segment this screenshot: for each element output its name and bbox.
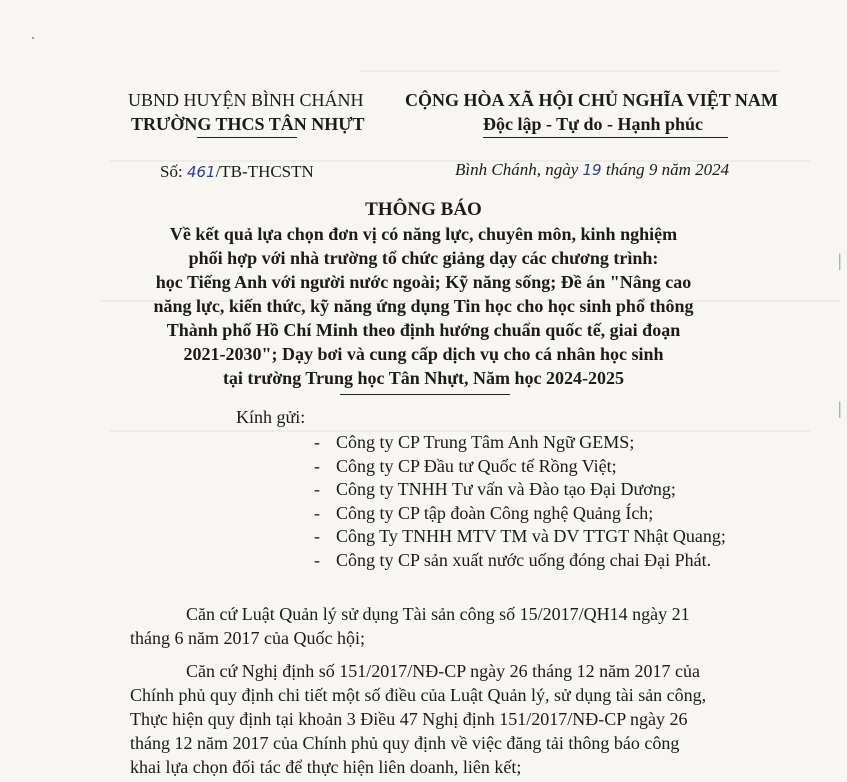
place-date-prefix: Bình Chánh, ngày [455, 160, 579, 179]
subject-line-1: Về kết quả lựa chọn đơn vị có năng lực, chuyên môn, kinh nghiệm [169, 224, 678, 244]
subject-line-3: học Tiếng Anh với người nước ngoài; Kỹ năng sống; Đề án "Nâng cao [155, 272, 692, 292]
paragraph-2-line-3: Thực hiện quy định tại khoản 3 Điều 47 Nghị định 151/2017/NĐ-CP ngày 26 [130, 709, 688, 729]
day-handwritten: 19 [582, 161, 602, 179]
list-dash: - [314, 479, 320, 499]
recipient-item [314, 526, 726, 547]
recipient-item [314, 479, 676, 500]
place-date-suffix: tháng 9 năm 2024 [605, 160, 730, 179]
recipient-name: Công ty CP tập đoàn Công nghệ Quảng Ích; [336, 503, 654, 523]
scan-artifact [360, 70, 780, 72]
so-number-handwritten: 461 [186, 163, 216, 181]
place-date [455, 160, 729, 180]
scan-speck: · [30, 28, 36, 48]
recipient-name: Công ty CP Đầu tư Quốc tế Rồng Việt; [336, 456, 617, 476]
org-underline [197, 137, 297, 138]
subject-line-4: năng lực, kiến thức, kỹ năng ứng dụng Tin học cho học sinh phổ thông [153, 296, 694, 316]
document-title: THÔNG BÁO [365, 199, 482, 220]
recipients-label: Kính gửi: [236, 407, 306, 427]
recipient-name: Công ty TNHH Tư vấn và Đào tạo Đại Dương; [336, 479, 676, 499]
org-line-1: UBND HUYỆN BÌNH CHÁNH [128, 90, 364, 110]
recipient-name: Công ty CP Trung Tâm Anh Ngữ GEMS; [336, 432, 635, 452]
scan-margin-mark: | [838, 250, 842, 270]
nation-line-1: CỘNG HÒA XÃ HỘI CHỦ NGHĨA VIỆT NAM [405, 90, 778, 110]
org-line-2: TRƯỜNG THCS TÂN NHỰT [131, 114, 365, 134]
list-dash: - [314, 526, 320, 546]
list-dash: - [314, 550, 320, 570]
recipient-item [314, 432, 634, 453]
paragraph-2-line-2: Chính phủ quy định chi tiết một số điều của Luật Quản lý, sử dụng tài sản công, [130, 685, 707, 705]
paragraph-1-line-2: tháng 6 năm 2017 của Quốc hội; [130, 628, 365, 648]
paragraph-2-line-5: khai lựa chọn đối tác để thực hiện liên doanh, liên kết; [130, 757, 522, 777]
paragraph-1-line-1: Căn cứ Luật Quản lý sử dụng Tài sản công số 15/2017/QH14 ngày 21 [186, 604, 690, 624]
nation-underline [483, 137, 728, 138]
recipient-item [314, 456, 617, 477]
subject-line-5: Thành phố Hồ Chí Minh theo định hướng chuẩn quốc tế, giai đoạn [166, 320, 681, 340]
list-dash: - [314, 456, 320, 476]
scan-margin-mark: | [838, 398, 842, 418]
so-suffix: /TB-THCSTN [215, 162, 314, 181]
subject-line-7: tại trường Trung học Tân Nhựt, Năm học 2024-2025 [222, 368, 625, 388]
recipient-item [314, 550, 711, 571]
list-dash: - [314, 432, 320, 452]
list-dash: - [314, 503, 320, 523]
document-number [160, 162, 314, 182]
paragraph-2-line-4: tháng 12 năm 2017 của Chính phủ quy định về việc đăng tải thông báo công [130, 733, 680, 753]
recipient-name: Công Ty TNHH MTV TM và DV TTGT Nhật Quang; [336, 526, 726, 546]
paragraph-2-line-1: Căn cứ Nghị định số 151/2017/NĐ-CP ngày 26 tháng 12 năm 2017 của [186, 661, 701, 681]
nation-line-2: Độc lập - Tự do - Hạnh phúc [483, 114, 704, 134]
recipient-name: Công ty CP sản xuất nước uống đóng chai Đại Phát. [336, 550, 712, 570]
recipient-item [314, 503, 653, 524]
subject-line-6: 2021-2030"; Dạy bơi và cung cấp dịch vụ cho cá nhân học sinh [183, 344, 664, 364]
so-label: Số: [160, 162, 183, 181]
title-underline [340, 394, 510, 395]
subject-line-2: phối hợp với nhà trường tổ chức giảng dạy các chương trình: [188, 248, 659, 268]
